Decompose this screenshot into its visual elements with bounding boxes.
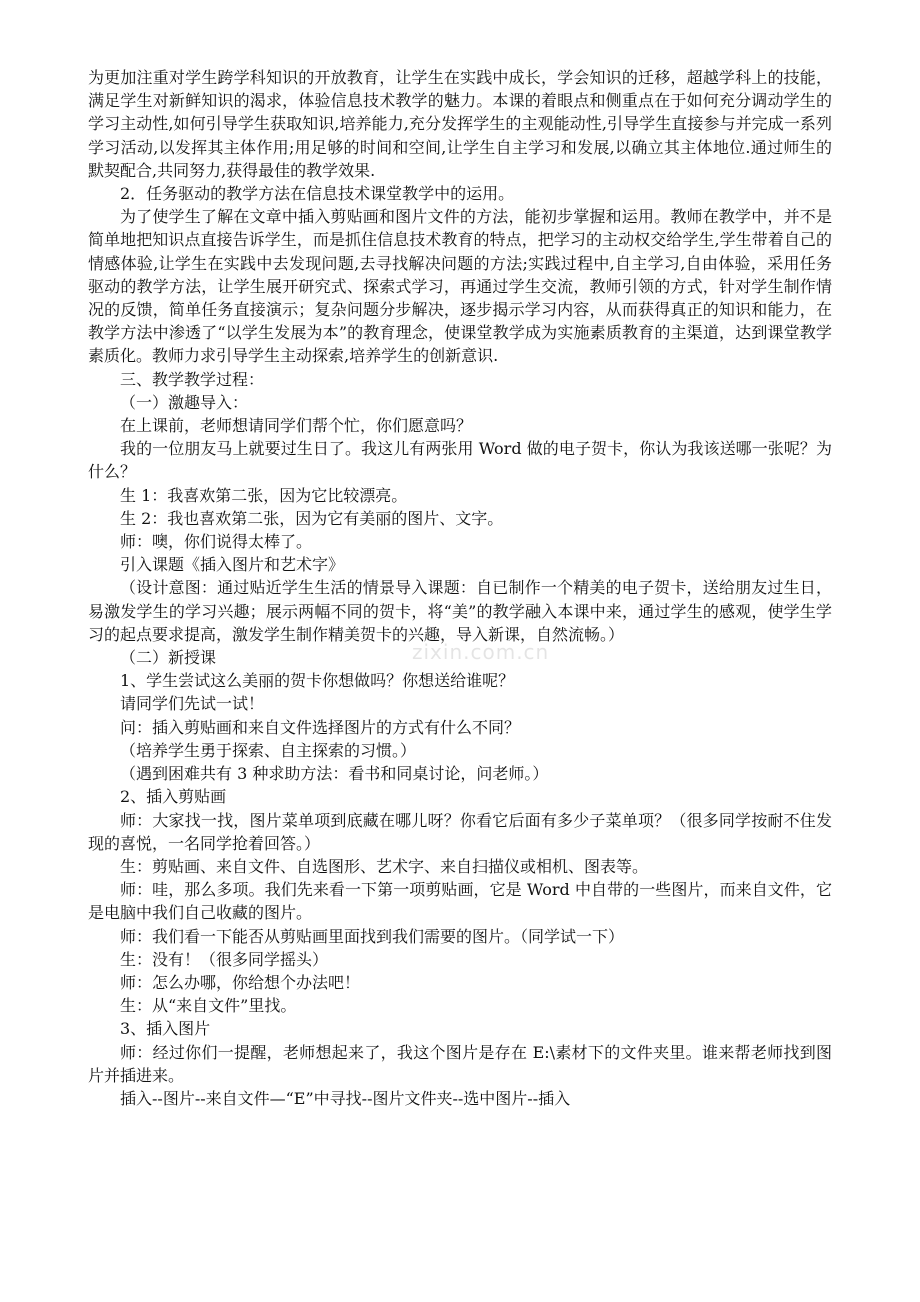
subsection-heading: （一）激趣导入： [120, 392, 249, 412]
paragraph: 为更加注重对学生跨学科知识的开放教育，让学生在实践中成长，学会知识的迁移，超越学科上的技能，满足学生对新鲜知识的渴求，体验信息技术教学的魅力。本课的着眼点和侧重点在于如何充分调动学生的学习主动性,如何引导学生获取知识,培养能力,充分发挥学生的主观能动性,引导学生直接参与并完成一系列学习活动,以发挥其主体作用;用足够的时间和空间,让学生自主学习和发展,以确立其主体地位.通过师生的默契配合,共同努力,获得最佳的教学效果. [88, 68, 832, 180]
paragraph: （培养学生勇于探索、自主探索的习惯。） [120, 740, 417, 760]
paragraph: 1、学生尝试这么美丽的贺卡你想做吗？你想送给谁呢？ [120, 671, 515, 691]
paragraph: 2、插入剪贴画 [120, 787, 227, 807]
watermark: zixin.com.cn [412, 640, 550, 664]
paragraph: 在上课前，老师想请同学们帮个忙，你们愿意吗？ [120, 416, 473, 436]
paragraph: 生：从“来自文件”里找。 [120, 996, 297, 1016]
paragraph: 师：我们看一下能否从剪贴画里面找到我们需要的图片。（同学试一下） [120, 926, 625, 946]
section-heading: 三、教学教学过程： [120, 369, 265, 389]
paragraph: （设计意图：通过贴近学生生活的情景导入课题：自已制作一个精美的电子贺卡，送给朋友过生日，易激发学生的学习兴趣；展示两幅不同的贺卡，将“美”的教学融入本课中来，通过学生的感观，使学生学习的起点要求提高，激发学生制作精美贺卡的兴趣，导入新课，自然流畅。） [88, 578, 832, 644]
paragraph: 师：哇，那么多项。我们先来看一下第一项剪贴画，它是 Word 中自带的一些图片，而来自文件，它是电脑中我们自己收藏的图片。 [88, 880, 832, 923]
paragraph: （遇到困难共有 3 种求助方法：看书和同桌讨论，问老师。） [120, 764, 549, 784]
paragraph: 生 1：我喜欢第二张，因为它比较漂亮。 [120, 485, 408, 505]
paragraph: 2．任务驱动的教学方法在信息技术课堂教学中的运用。 [120, 184, 515, 204]
document-body [88, 66, 832, 1110]
paragraph: 师：噢，你们说得太棒了。 [120, 532, 313, 552]
paragraph: 我的一位朋友马上就要过生日了。我这儿有两张用 Word 做的电子贺卡，你认为我该送哪一张呢？为什么？ [88, 439, 832, 482]
paragraph: 请同学们先试一试！ [120, 694, 265, 714]
paragraph: 师：怎么办哪，你给想个办法吧！ [120, 972, 361, 992]
paragraph: 为了使学生了解在文章中插入剪贴画和图片文件的方法，能初步掌握和运用。教师在教学中，并不是简单地把知识点直接告诉学生，而是抓住信息技术教育的特点，把学习的主动权交给学生,学生带着自己的情感体验,让学生在实践中去发现问题,去寻找解决问题的方法;实践过程中,自主学习,自由体验，采用任务驱动的教学方法，让学生展开研究式、探索式学习，再通过学生交流，教师引领的方式，针对学生制作情况的反馈，简单任务直接演示；复杂问题分步解决，逐步揭示学习内容，从而获得真正的知识和能力，在教学方法中渗透了“以学生发展为本”的教育理念，使课堂教学成为实施素质教育的主渠道，达到课堂教学素质化。教师力求引导学生主动探索,培养学生的创新意识. [88, 207, 832, 366]
paragraph: 生 2：我也喜欢第二张，因为它有美丽的图片、文字。 [120, 508, 504, 528]
paragraph: 引入课题《插入图片和艺术字》 [120, 555, 345, 575]
paragraph: 插入--图片--来自文件—“E”中寻找--图片文件夹--选中图片--插入 [120, 1088, 571, 1108]
paragraph: 师：大家找一找，图片菜单项到底藏在哪儿呀？你看它后面有多少子菜单项？（很多同学按耐不住发现的喜悦，一名同学抢着回答。） [88, 810, 832, 853]
paragraph: 3、插入图片 [120, 1019, 211, 1039]
paragraph: 生：剪贴画、来自文件、自选图形、艺术字、来自扫描仪或相机、图表等。 [120, 856, 649, 876]
paragraph: 师：经过你们一提醒，老师想起来了，我这个图片是存在 E:\素材下的文件夹里。谁来帮老师找到图片并插进来。 [88, 1042, 832, 1085]
paragraph: 问：插入剪贴画和来自文件选择图片的方式有什么不同？ [120, 717, 521, 737]
subsection-heading: （二）新授课 [120, 648, 217, 668]
paragraph: 生：没有！（很多同学摇头） [120, 949, 329, 969]
